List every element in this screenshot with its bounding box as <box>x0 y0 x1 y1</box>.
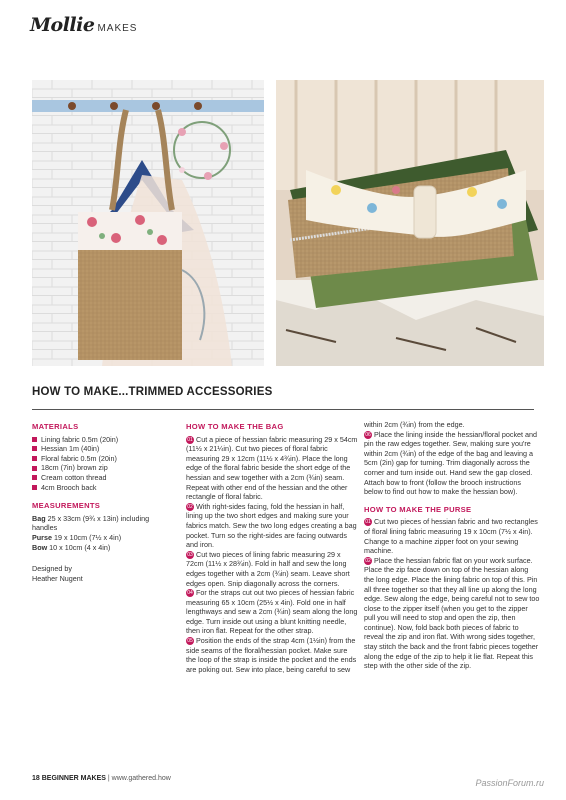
material-item: Floral fabric 0.5m (20in) <box>32 454 172 464</box>
bag-instructions-column <box>186 420 358 674</box>
measurement-item: Purse 19 x 10cm (7½ x 4in) <box>32 532 122 542</box>
watermark: PassionForum.ru <box>475 778 544 788</box>
section-label: MAKES <box>97 23 138 34</box>
purse-photo-illustration <box>276 80 544 366</box>
page-number: 18 <box>32 775 40 782</box>
purse-heading: HOW TO MAKE THE PURSE <box>364 504 472 514</box>
purse-instructions-column <box>364 420 540 671</box>
bag-step: 04 For the straps cut out two pieces of hessian fabric measuring 65 x 10cm (25½ x 4in). Fold one in half lengthways and sew a 2cm (¾in) seam along the long edge. Turn inside out using a blunt knitting needle, then iron flat. Repeat for the other strap. <box>186 588 358 636</box>
designer-credit: Designed by Heather Nugent <box>32 564 83 583</box>
footer-url: www.gathered.how <box>111 775 171 782</box>
brand-logo: Mollie <box>30 14 95 36</box>
materials-heading: MATERIALS <box>32 422 79 431</box>
purse-photo <box>276 80 544 366</box>
magazine-header <box>30 14 137 38</box>
title-divider <box>32 409 534 410</box>
bag-step: 05 Position the ends of the strap 4cm (1½in) from the side seams of the floral/hessian pocket. Make sure the loop of the strap is inside the pocket and the ends are poking out. Sew into place, being careful to sew <box>186 636 357 674</box>
purse-step: 02 Place the hessian fabric flat on your work surface. Place the zip face down on top of the hessian along the long edge. Place the lining fabric on top of this. Pin all three together so that they all line up along the long edge. Sew along the edge, being careful not to sew too close to the zipper itself (when you get to the zipper pull you will need to stop and open the zip, then continue). Now, fold back both pieces of fabric to reveal the zip and iron flat. With wrong sides together, stay stitch the back and the front fabric pieces together along the edge of the zip to help it lie flat. Repeat this step with the other side of the zip. <box>364 555 540 671</box>
bag-photo-illustration <box>32 80 264 366</box>
bag-step-continued: within 2cm (¾in) from the edge. <box>364 420 465 429</box>
step-number-badge: 03 <box>187 551 193 558</box>
bullet-square-icon <box>32 466 37 471</box>
step-number-badge: 05 <box>187 638 193 645</box>
step-number-badge: 01 <box>365 519 371 526</box>
purse-step: 01 Cut two pieces of hessian fabric and two rectangles of floral lining fabric measuring 19 x 10cm (7½ x 4in). Change to a machine zipper foot on your sewing machine. <box>364 517 538 556</box>
bullet-square-icon <box>32 485 37 490</box>
article-title: HOW TO MAKE...TRIMMED ACCESSORIES <box>32 386 273 398</box>
bullet-square-icon <box>32 437 37 442</box>
measurement-item: Bow 10 x 10cm (4 x 4in) <box>32 542 111 552</box>
page-footer <box>32 775 171 782</box>
bag-photo <box>32 80 264 366</box>
materials-column <box>32 420 172 583</box>
step-number-badge: 02 <box>365 557 371 564</box>
bag-step: 06 Place the lining inside the hessian/floral pocket and pin the raw edges together. Sew, making sure you're within 2cm (¾in) of the edge of the bag and leaving a 5cm (2in) gap for turning. Trim diagonally across the corner and turn inside out. Hand sew the gap closed. Attach bow to front (follow the brooch instructions below to find out how to make the hessian bow). <box>364 429 538 497</box>
material-item: Cream cotton thread <box>32 473 172 483</box>
footer-separator: | <box>107 775 112 782</box>
material-item: Lining fabric 0.5m (20in) <box>32 435 172 445</box>
material-item: Hessian 1m (40in) <box>32 444 172 454</box>
step-number-badge: 02 <box>187 503 193 510</box>
measurements-heading: MEASUREMENTS <box>32 501 101 511</box>
bullet-square-icon <box>32 456 37 461</box>
step-number-badge: 04 <box>187 590 193 597</box>
bag-step: 01 Cut a piece of hessian fabric measuring 29 x 54cm (11½ x 21¼in). Cut two pieces of floral fabric measuring 29 x 12cm (11½ x 4¾in). Place the long edge of the floral fabric beside the short edge of the hessian and sew together with a 2cm (¾in) seam. Repeat with other end of the hessian and the other rectangle of floral fabric. <box>186 434 358 502</box>
step-number-badge: 01 <box>187 436 193 443</box>
material-item: 18cm (7in) brown zip <box>32 463 172 473</box>
material-item: 4cm Brooch back <box>32 483 172 493</box>
bullet-square-icon <box>32 475 37 480</box>
bullet-square-icon <box>32 446 37 451</box>
bag-step: 02 With right-sides facing, fold the hessian in half, lining up the two short edges and making sure your fabrics match. Sew the two long edges creating a bag pocket. Turn so the right-sides are facing outwards and iron. <box>186 501 357 550</box>
measurement-item: Bag 25 x 33cm (9¾ x 13in) including handles <box>32 513 150 533</box>
bag-step: 03 Cut two pieces of lining fabric measuring 29 x 72cm (11½ x 28¾in). Fold in half and sew the long edges together with a 2cm (¾in) seam. Leave short edges open. Snip diagonally across the corners. <box>186 549 350 588</box>
footer-section: BEGINNER MAKES <box>41 775 106 782</box>
step-number-badge: 06 <box>365 431 371 438</box>
bag-heading: HOW TO MAKE THE BAG <box>186 422 284 431</box>
